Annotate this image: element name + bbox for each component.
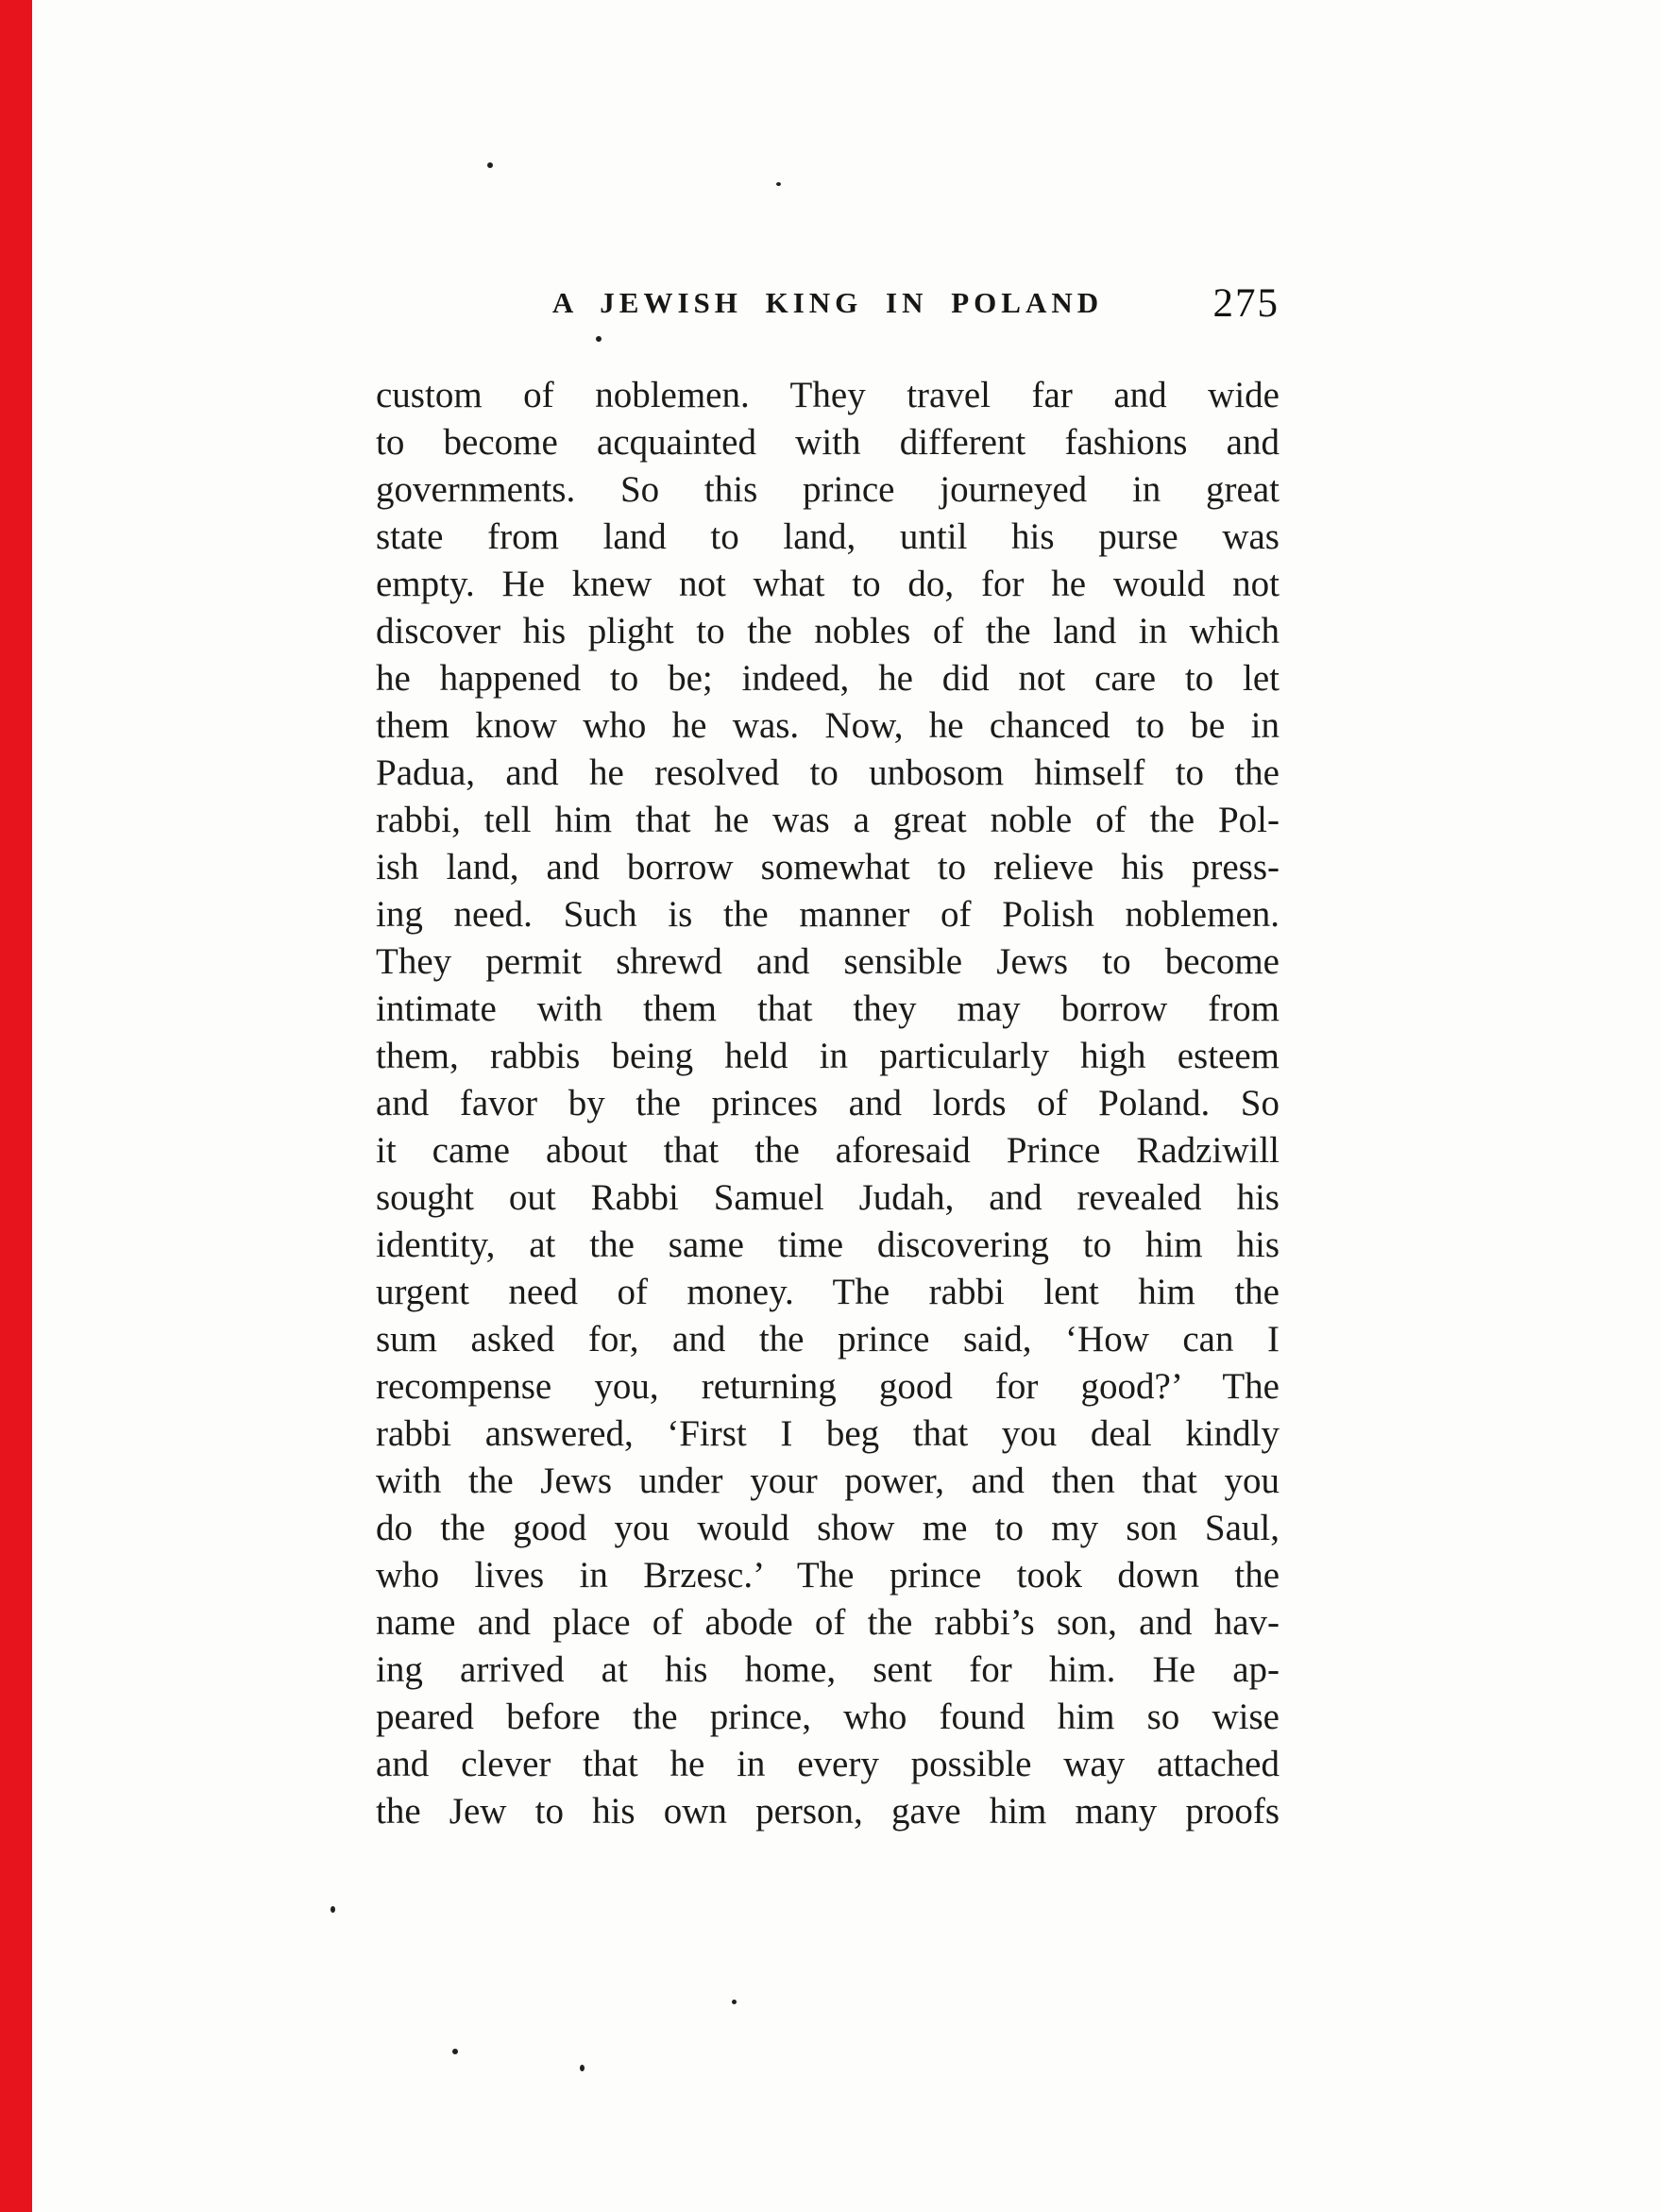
- text-line: discover his plight to the nobles of the land in which: [376, 611, 1280, 651]
- text-line: intimate with them that they may borrow from: [376, 988, 1280, 1029]
- left-margin-red-stripe: [0, 0, 32, 2212]
- body-text: [376, 372, 1280, 1835]
- text-line: it came about that the aforesaid Prince Radziwill: [376, 1130, 1280, 1171]
- page-number: 275: [1212, 281, 1280, 326]
- text-line: ish land, and borrow somewhat to relieve his press-: [376, 847, 1280, 887]
- text-line: them, rabbis being held in particularly high esteem: [376, 1036, 1280, 1076]
- ink-speck: [776, 182, 781, 186]
- text-line: them know who he was. Now, he chanced to be in: [376, 705, 1280, 746]
- text-line: custom of noblemen. They travel far and wide: [376, 375, 1280, 415]
- ink-speck: [580, 2065, 585, 2071]
- text-line: to become acquainted with different fashions and: [376, 422, 1280, 463]
- text-line: recompense you, returning good for good?’ The: [376, 1366, 1280, 1407]
- text-line: sought out Rabbi Samuel Judah, and revealed his: [376, 1177, 1280, 1218]
- text-line: Padua, and he resolved to unbosom himself to the: [376, 752, 1280, 793]
- text-line: empty. He knew not what to do, for he would not: [376, 564, 1280, 604]
- ink-speck: [596, 336, 602, 342]
- ink-speck: [452, 2049, 458, 2054]
- text-line: with the Jews under your power, and then that you: [376, 1461, 1280, 1501]
- text-line: state from land to land, until his purse was: [376, 516, 1280, 557]
- running-title: A JEWISH KING IN POLAND: [551, 286, 1104, 319]
- text-line: governments. So this prince journeyed in great: [376, 469, 1280, 510]
- text-line: sum asked for, and the prince said, ‘How can I: [376, 1319, 1280, 1359]
- text-line: who lives in Brzesc.’ The prince took down the: [376, 1555, 1280, 1596]
- ink-speck: [487, 162, 493, 168]
- text-line: They permit shrewd and sensible Jews to become: [376, 941, 1280, 982]
- text-line: rabbi, tell him that he was a great noble of the Pol-: [376, 800, 1280, 840]
- text-line: the Jew to his own person, gave him many proofs: [376, 1791, 1280, 1832]
- text-line: do the good you would show me to my son Saul,: [376, 1508, 1280, 1548]
- text-line: ing need. Such is the manner of Polish noblemen.: [376, 894, 1280, 935]
- text-line: ing arrived at his home, sent for him. He ap-: [376, 1649, 1280, 1690]
- text-line: identity, at the same time discovering to him his: [376, 1224, 1280, 1265]
- text-line: and clever that he in every possible way attached: [376, 1744, 1280, 1784]
- text-line: rabbi answered, ‘First I beg that you deal kindly: [376, 1413, 1280, 1454]
- text-line: name and place of abode of the rabbi’s son, and hav-: [376, 1602, 1280, 1643]
- ink-speck: [732, 2000, 737, 2004]
- text-line: and favor by the princes and lords of Poland. So: [376, 1083, 1280, 1123]
- text-line: peared before the prince, who found him so wise: [376, 1697, 1280, 1737]
- running-head: [376, 281, 1280, 335]
- ink-speck: [331, 1906, 335, 1913]
- text-line: he happened to be; indeed, he did not care to let: [376, 658, 1280, 699]
- text-line: urgent need of money. The rabbi lent him the: [376, 1272, 1280, 1312]
